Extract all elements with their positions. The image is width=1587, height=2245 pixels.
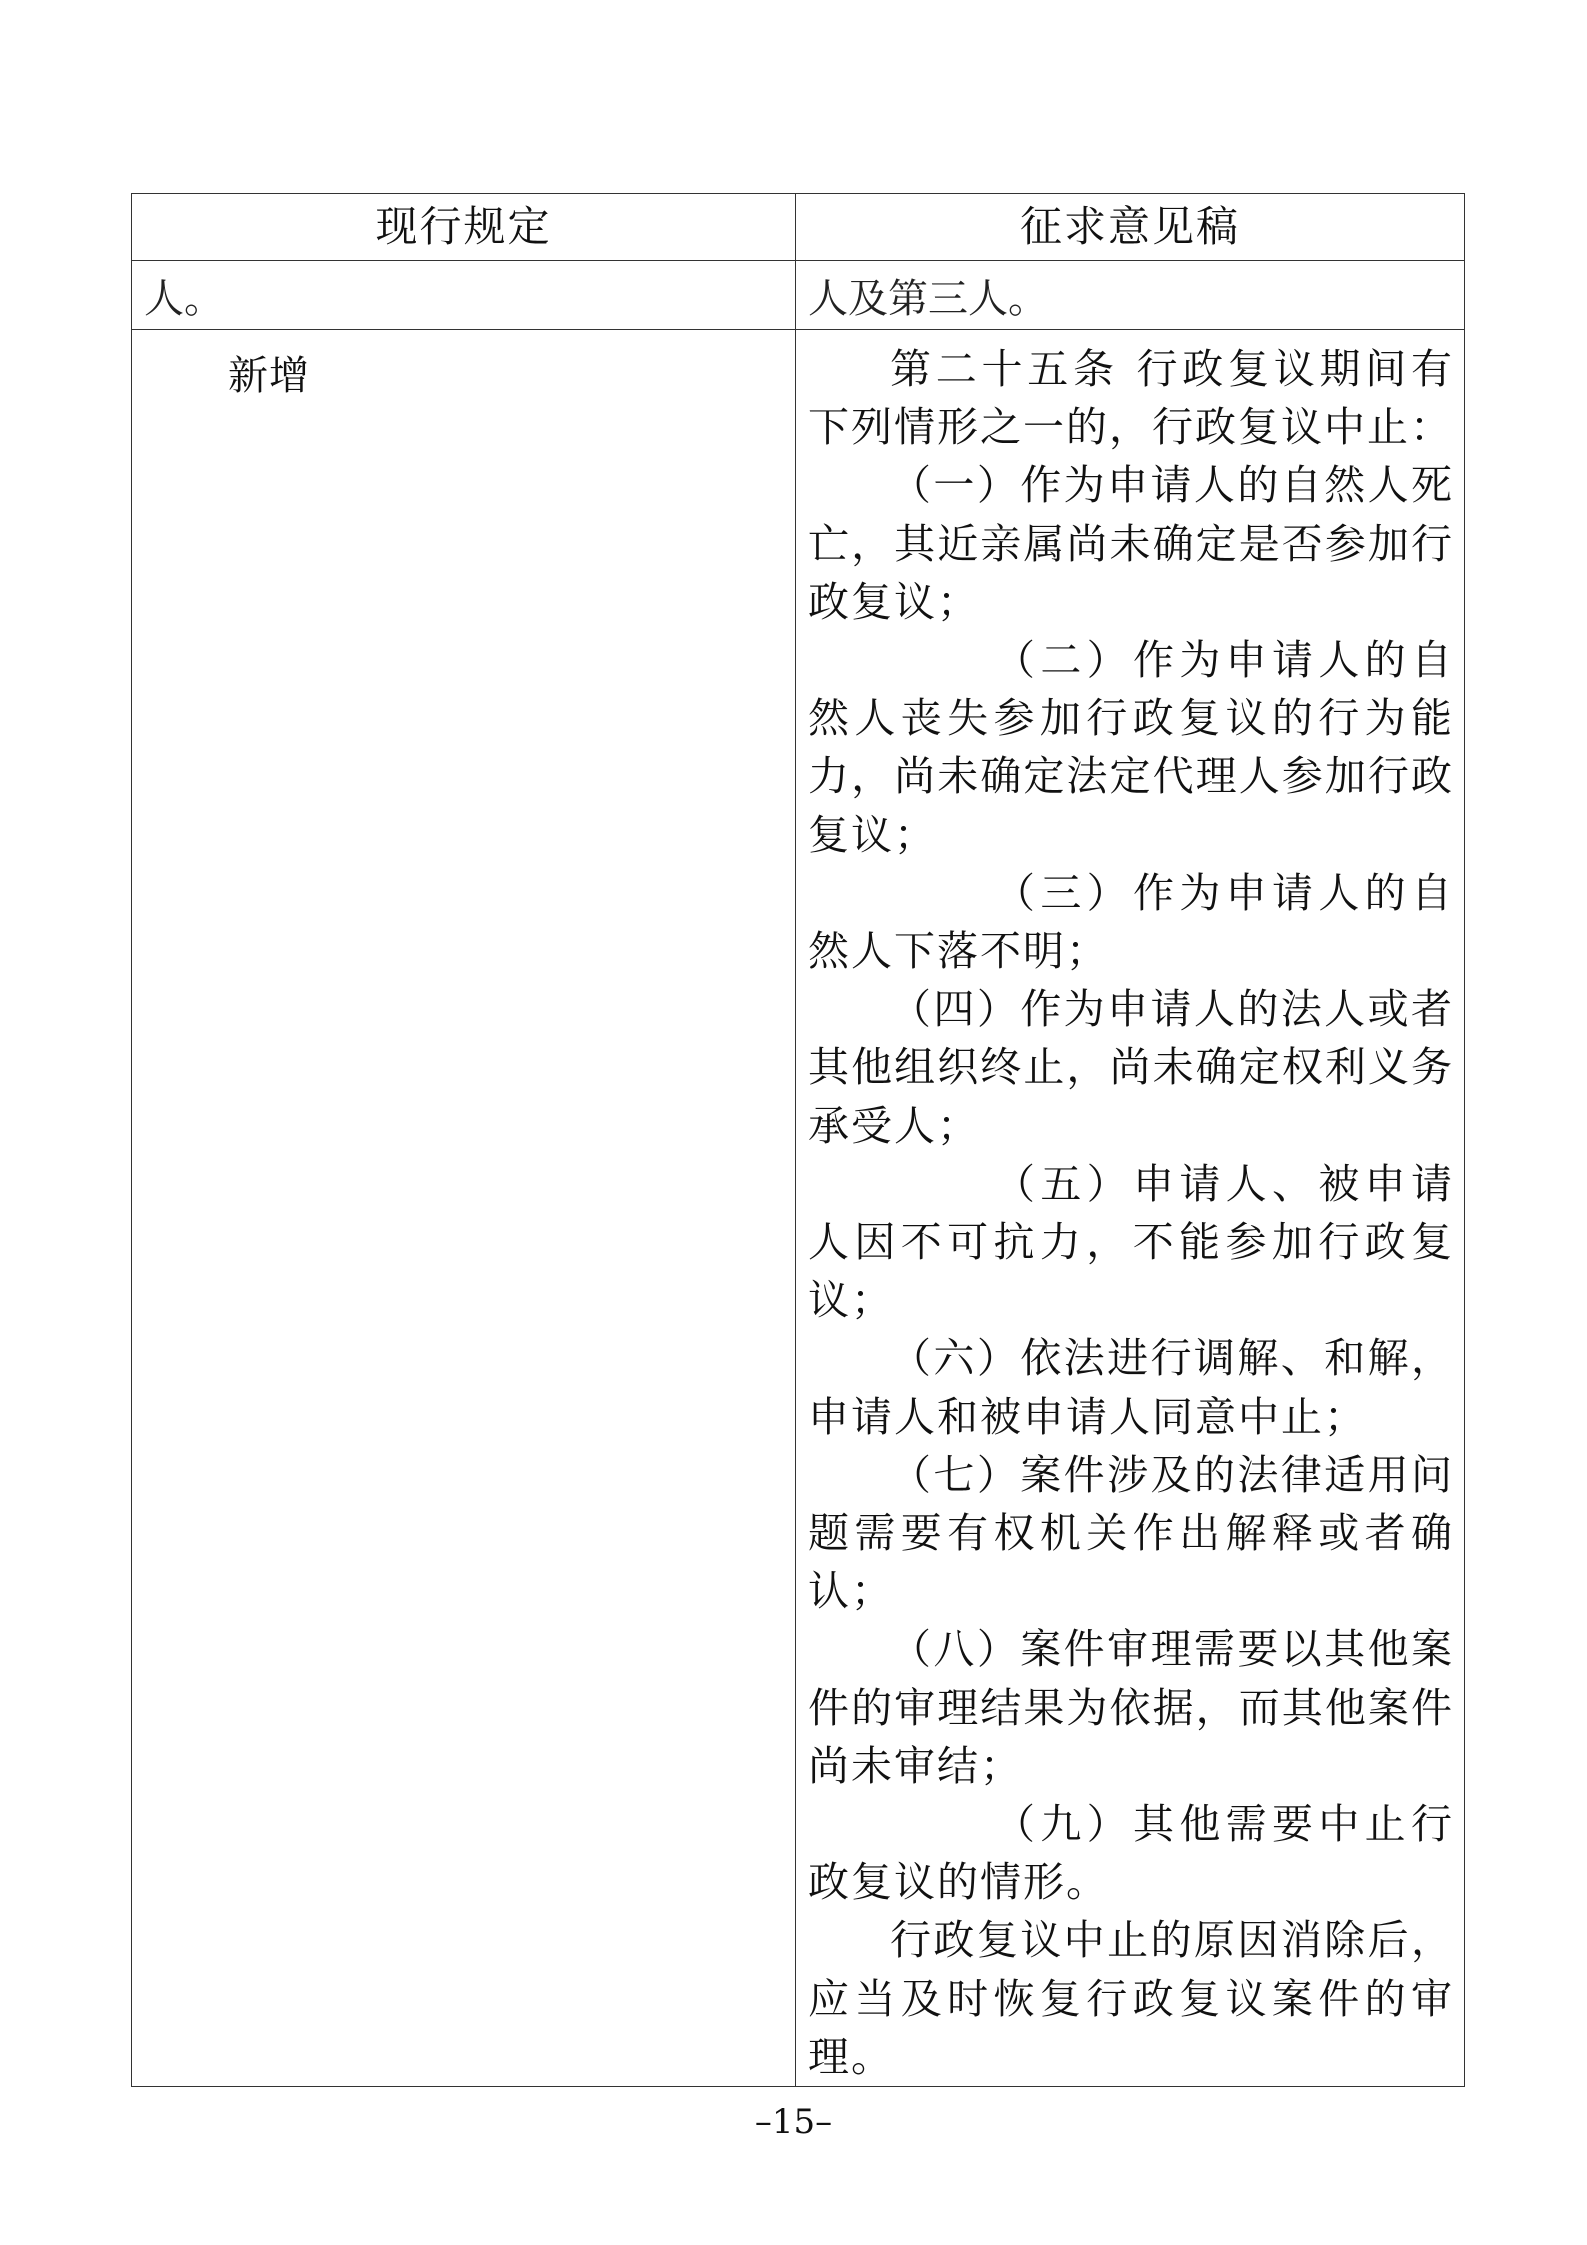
closing-paragraph: 行政复议中止的原因消除后，应当及时恢复行政复议案件的审理。	[808, 1916, 1454, 2081]
table-row-continuation	[132, 261, 1465, 330]
clause-1: （一）作为申请人的自然人死亡，其近亲属尚未确定是否参加行政复议；	[808, 461, 1454, 626]
cell-current-article	[132, 330, 796, 2087]
clause-5: （五）申请人、被申请人因不可抗力，不能参加行政复议；	[808, 1159, 1454, 1325]
clause-3: （三）作为申请人的自然人下落不明；	[808, 868, 1454, 976]
header-draft: 征求意见稿	[796, 194, 1465, 261]
article-intro: 第二十五条 行政复议期间有下列情形之一的，行政复议中止：	[808, 345, 1454, 452]
cell-draft-continuation: 人及第三人。	[796, 261, 1465, 330]
clause-7: （七）案件涉及的法律适用问题需要有权机关作出解释或者确认；	[808, 1450, 1454, 1616]
page-number: –15–	[754, 2102, 833, 2142]
cell-draft-article	[796, 330, 1465, 2087]
header-current-rules: 现行规定	[132, 194, 796, 261]
clause-2: （二）作为申请人的自然人丧失参加行政复议的行为能力，尚未确定法定代理人参加行政复议；	[808, 636, 1454, 859]
new-addition-label: 新增	[228, 353, 310, 399]
clause-9: （九）其他需要中止行政复议的情形。	[808, 1800, 1454, 1907]
table-row-article-25	[132, 330, 1465, 2087]
clause-8: （八）案件审理需要以其他案件的审理结果为依据，而其他案件尚未审结；	[808, 1625, 1454, 1790]
clause-6: （六）依法进行调解、和解，申请人和被申请人同意中止；	[808, 1334, 1454, 1441]
table-header-row	[132, 194, 1465, 261]
clause-4: （四）作为申请人的法人或者其他组织终止，尚未确定权利义务承受人；	[808, 985, 1454, 1150]
cell-current-continuation: 人。	[132, 261, 796, 330]
comparison-table	[131, 193, 1465, 2087]
draft-article-body	[796, 330, 1464, 2086]
